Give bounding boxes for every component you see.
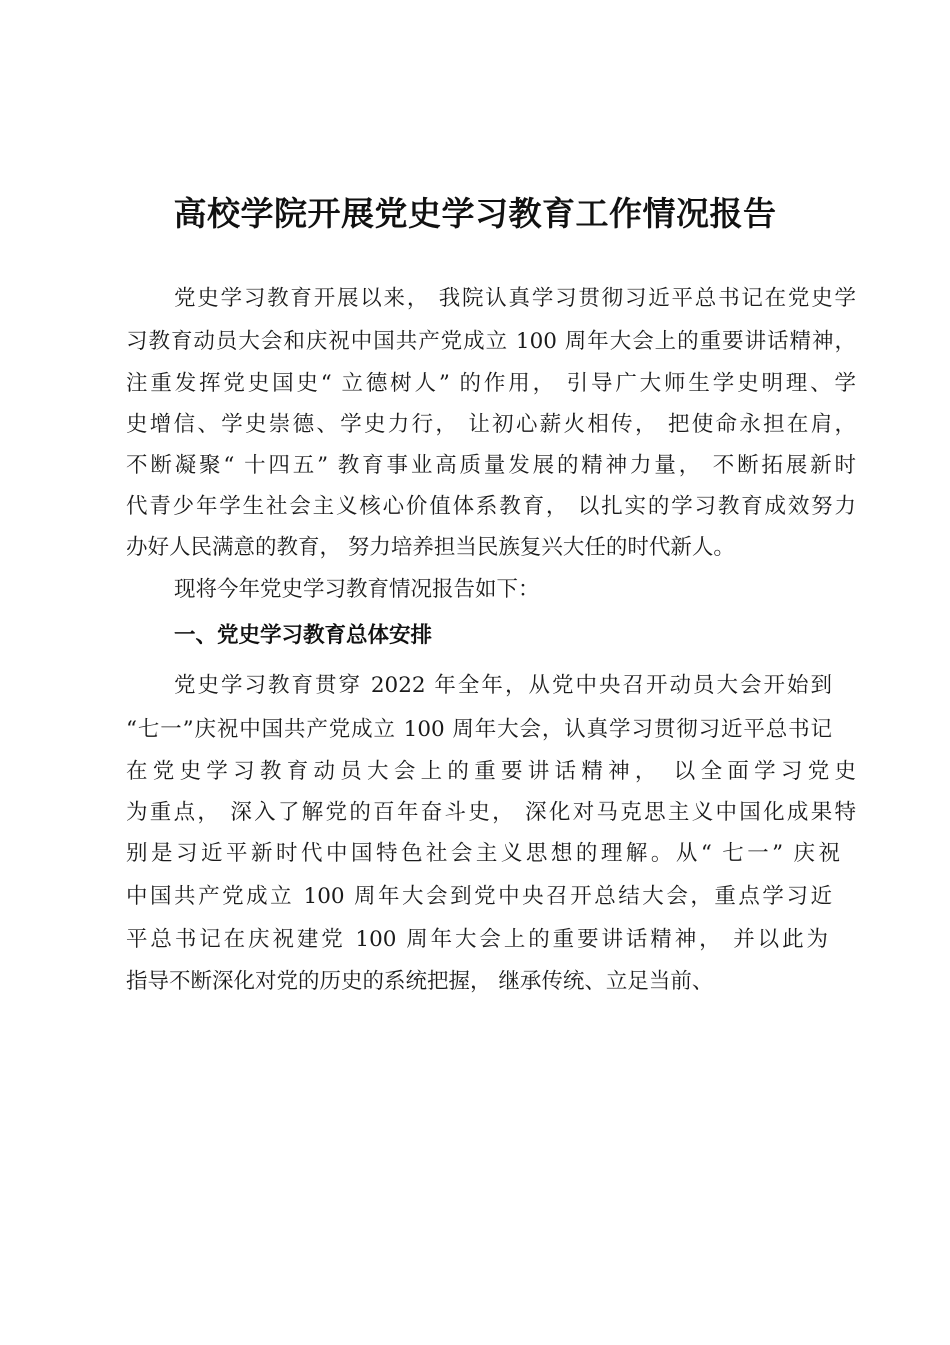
paragraph-line: 党史学习教育开展以来， 我院认真学习贯彻习近平总书记在党史学	[174, 286, 856, 311]
paragraph-line: 习教育动员大会和庆祝中国共产党成立 100 周年大会上的重要讲话精神，	[126, 329, 856, 354]
paragraph-line: 中国共产党成立 100 周年大会到党中央召开总结大会，重点学习近	[126, 884, 832, 909]
paragraph-line: 办好人民满意的教育， 努力培养担当民族复兴大任的时代新人。	[126, 535, 735, 560]
paragraph-line: 代青少年学生社会主义核心价值体系教育， 以扎实的学习教育成效努力	[126, 494, 856, 519]
paragraph-line: 党史学习教育贯穿 2022 年全年，从党中央召开动员大会开始到	[174, 673, 832, 698]
paragraph-line: 为重点， 深入了解党的百年奋斗史， 深化对马克思主义中国化成果特	[126, 800, 856, 825]
paragraph-line: 指导不断深化对党的历史的系统把握， 继承传统、立足当前、	[126, 969, 714, 994]
paragraph-line: “七一”庆祝中国共产党成立 100 周年大会，认真学习贯彻习近平总书记	[126, 717, 832, 742]
paragraph-line: 现将今年党史学习教育情况报告如下：	[174, 577, 540, 602]
paragraph-line: 史增信、学史崇德、学史力行， 让初心薪火相传， 把使命永担在肩，	[126, 412, 856, 437]
paragraph-line: 不断凝聚“ 十四五” 教育事业高质量发展的精神力量， 不断拓展新时	[126, 453, 856, 478]
document-title: 高校学院开展党史学习教育工作情况报告	[173, 194, 777, 233]
paragraph-line: 别是习近平新时代中国特色社会主义思想的理解。从“ 七一” 庆祝	[126, 841, 840, 866]
section-heading: 一、党史学习教育总体安排	[174, 623, 433, 648]
paragraph-line: 注重发挥党史国史“ 立德树人” 的作用， 引导广大师生学史明理、学	[126, 371, 856, 396]
paragraph-line: 在党史学习教育动员大会上的重要讲话精神， 以全面学习党史	[126, 759, 856, 784]
paragraph-line: 平总书记在庆祝建党 100 周年大会上的重要讲话精神， 并以此为	[126, 927, 828, 952]
